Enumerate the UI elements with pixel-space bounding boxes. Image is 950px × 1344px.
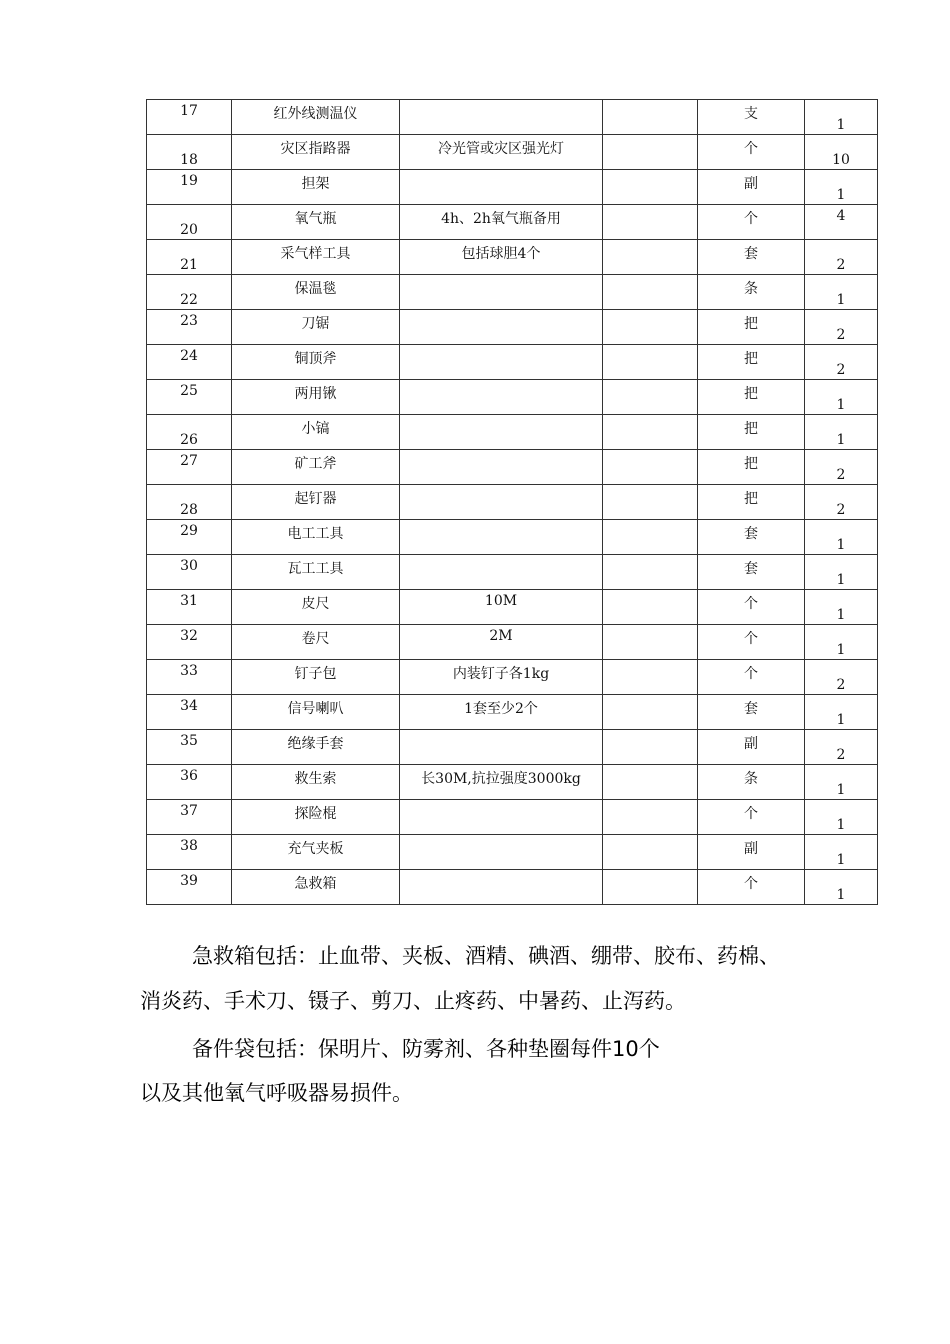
table-row bbox=[147, 695, 878, 730]
cell-unit-text: 套 bbox=[744, 526, 758, 542]
cell-no-text: 31 bbox=[180, 593, 198, 609]
cell-unit bbox=[698, 730, 805, 765]
table-row bbox=[147, 870, 878, 905]
table-row bbox=[147, 450, 878, 485]
cell-no-text: 21 bbox=[180, 257, 198, 273]
cell-qty-text: 1 bbox=[836, 817, 846, 833]
cell-name bbox=[232, 380, 400, 415]
cell-unit bbox=[698, 800, 805, 835]
cell-no-text: 35 bbox=[180, 733, 198, 749]
cell-spec bbox=[400, 450, 603, 485]
cell-qty-text: 2 bbox=[836, 502, 846, 518]
cell-spec bbox=[400, 170, 603, 205]
cell-qty bbox=[805, 800, 878, 835]
cell-name bbox=[232, 625, 400, 660]
cell-name bbox=[232, 660, 400, 695]
cell-spec bbox=[400, 520, 603, 555]
cell-spec bbox=[400, 870, 603, 905]
cell-no bbox=[147, 310, 232, 345]
cell-no bbox=[147, 660, 232, 695]
cell-no bbox=[147, 520, 232, 555]
cell-qty bbox=[805, 695, 878, 730]
cell-name bbox=[232, 695, 400, 730]
cell-no bbox=[147, 275, 232, 310]
table-row bbox=[147, 345, 878, 380]
cell-unit-text: 把 bbox=[744, 421, 758, 437]
cell-no-text: 24 bbox=[180, 348, 198, 364]
cell-unit bbox=[698, 450, 805, 485]
cell-unit-text: 个 bbox=[744, 211, 758, 227]
cell-spec bbox=[400, 590, 603, 625]
cell-no-text: 18 bbox=[180, 152, 198, 168]
cell-qty-text: 1 bbox=[836, 642, 846, 658]
spare-bag-note-line-1: 备件袋包括：保明片、防雾剂、各种垫圈每件10个 bbox=[192, 1037, 660, 1061]
cell-no bbox=[147, 625, 232, 660]
cell-no-text: 36 bbox=[180, 768, 198, 784]
table-row bbox=[147, 170, 878, 205]
cell-unit-text: 把 bbox=[744, 351, 758, 367]
cell-qty bbox=[805, 205, 878, 240]
cell-name bbox=[232, 135, 400, 170]
cell-name-text: 红外线测温仪 bbox=[273, 106, 358, 122]
cell-qty bbox=[805, 310, 878, 345]
cell-qty-text: 2 bbox=[836, 327, 846, 343]
cell-name-text: 铜顶斧 bbox=[294, 351, 337, 367]
cell-qty bbox=[805, 590, 878, 625]
cell-no-text: 28 bbox=[180, 502, 198, 518]
cell-name bbox=[232, 240, 400, 275]
cell-qty-text: 1 bbox=[836, 782, 846, 798]
cell-no bbox=[147, 205, 232, 240]
cell-spec-text: 1套至少2个 bbox=[464, 701, 538, 717]
cell-spec bbox=[400, 555, 603, 590]
cell-no bbox=[147, 555, 232, 590]
cell-unit bbox=[698, 695, 805, 730]
table-row bbox=[147, 415, 878, 450]
cell-qty-text: 2 bbox=[836, 747, 846, 763]
cell-unit bbox=[698, 485, 805, 520]
table-row bbox=[147, 835, 878, 870]
cell-qty-text: 2 bbox=[836, 362, 846, 378]
cell-name-text: 绝缘手套 bbox=[287, 736, 344, 752]
cell-qty-text: 2 bbox=[836, 257, 846, 273]
cell-qty-text: 1 bbox=[836, 852, 846, 868]
table-row bbox=[147, 275, 878, 310]
cell-name bbox=[232, 870, 400, 905]
cell-name-text: 钉子包 bbox=[294, 666, 337, 682]
cell-no bbox=[147, 170, 232, 205]
cell-name-text: 担架 bbox=[301, 176, 330, 192]
cell-qty bbox=[805, 835, 878, 870]
cell-no-text: 25 bbox=[180, 383, 198, 399]
cell-name-text: 电工工具 bbox=[287, 526, 344, 542]
cell-unit-text: 支 bbox=[744, 106, 758, 122]
cell-remark bbox=[603, 800, 698, 835]
cell-unit bbox=[698, 310, 805, 345]
cell-unit-text: 副 bbox=[744, 736, 758, 752]
cell-spec-text: 2M bbox=[489, 628, 513, 644]
cell-remark bbox=[603, 625, 698, 660]
cell-unit-text: 个 bbox=[744, 631, 758, 647]
cell-qty bbox=[805, 730, 878, 765]
cell-unit-text: 副 bbox=[744, 176, 758, 192]
cell-no bbox=[147, 870, 232, 905]
cell-qty-text: 1 bbox=[836, 537, 846, 553]
cell-unit bbox=[698, 205, 805, 240]
cell-no bbox=[147, 345, 232, 380]
cell-no-text: 30 bbox=[180, 558, 198, 574]
cell-qty bbox=[805, 625, 878, 660]
cell-unit bbox=[698, 415, 805, 450]
cell-name-text: 救生索 bbox=[294, 771, 337, 787]
cell-unit-text: 个 bbox=[744, 806, 758, 822]
cell-no-text: 22 bbox=[180, 292, 198, 308]
cell-qty bbox=[805, 345, 878, 380]
cell-name bbox=[232, 835, 400, 870]
cell-qty bbox=[805, 555, 878, 590]
cell-no bbox=[147, 695, 232, 730]
cell-name-text: 起钉器 bbox=[294, 491, 337, 507]
cell-qty bbox=[805, 135, 878, 170]
cell-unit-text: 条 bbox=[744, 281, 758, 297]
cell-name-text: 卷尺 bbox=[301, 631, 330, 647]
cell-qty bbox=[805, 100, 878, 135]
cell-name bbox=[232, 310, 400, 345]
cell-name bbox=[232, 520, 400, 555]
cell-spec bbox=[400, 205, 603, 240]
cell-remark bbox=[603, 835, 698, 870]
cell-no-text: 29 bbox=[180, 523, 198, 539]
cell-name bbox=[232, 100, 400, 135]
spare-bag-note-line-2: 以及其他氧气呼吸器易损件。 bbox=[140, 1081, 413, 1105]
cell-no-text: 33 bbox=[180, 663, 198, 679]
cell-no bbox=[147, 415, 232, 450]
cell-qty bbox=[805, 415, 878, 450]
cell-spec bbox=[400, 625, 603, 660]
cell-no-text: 34 bbox=[180, 698, 198, 714]
cell-qty-text: 2 bbox=[836, 677, 846, 693]
cell-qty-text: 1 bbox=[836, 607, 846, 623]
cell-no bbox=[147, 380, 232, 415]
cell-spec bbox=[400, 485, 603, 520]
cell-remark bbox=[603, 415, 698, 450]
cell-name bbox=[232, 765, 400, 800]
cell-qty-text: 1 bbox=[836, 117, 846, 133]
cell-unit bbox=[698, 835, 805, 870]
table-row bbox=[147, 520, 878, 555]
cell-qty-text: 2 bbox=[836, 467, 846, 483]
cell-qty bbox=[805, 870, 878, 905]
cell-name bbox=[232, 170, 400, 205]
cell-remark bbox=[603, 590, 698, 625]
cell-qty bbox=[805, 660, 878, 695]
table-row bbox=[147, 485, 878, 520]
cell-unit-text: 把 bbox=[744, 456, 758, 472]
cell-no bbox=[147, 240, 232, 275]
cell-unit bbox=[698, 240, 805, 275]
table-row bbox=[147, 135, 878, 170]
table-row bbox=[147, 625, 878, 660]
cell-no bbox=[147, 590, 232, 625]
cell-name-text: 小镐 bbox=[301, 421, 330, 437]
cell-no-text: 20 bbox=[180, 222, 198, 238]
cell-unit bbox=[698, 170, 805, 205]
cell-unit bbox=[698, 555, 805, 590]
cell-remark bbox=[603, 730, 698, 765]
cell-remark bbox=[603, 380, 698, 415]
cell-name-text: 充气夹板 bbox=[287, 841, 344, 857]
cell-qty bbox=[805, 765, 878, 800]
cell-name bbox=[232, 275, 400, 310]
cell-no-text: 38 bbox=[180, 838, 198, 854]
table-body bbox=[147, 100, 878, 905]
cell-name-text: 采气样工具 bbox=[280, 246, 351, 262]
cell-name-text: 保温毯 bbox=[294, 281, 337, 297]
cell-qty-text: 1 bbox=[836, 887, 846, 903]
cell-unit-text: 副 bbox=[744, 841, 758, 857]
cell-qty bbox=[805, 170, 878, 205]
cell-spec bbox=[400, 345, 603, 380]
cell-unit-text: 套 bbox=[744, 701, 758, 717]
cell-unit-text: 个 bbox=[744, 596, 758, 612]
cell-name-text: 矿工斧 bbox=[294, 456, 337, 472]
cell-remark bbox=[603, 450, 698, 485]
cell-no bbox=[147, 135, 232, 170]
cell-qty bbox=[805, 485, 878, 520]
cell-no bbox=[147, 730, 232, 765]
cell-name bbox=[232, 345, 400, 380]
cell-spec bbox=[400, 730, 603, 765]
cell-no bbox=[147, 450, 232, 485]
cell-no bbox=[147, 835, 232, 870]
cell-qty-text: 1 bbox=[836, 292, 846, 308]
cell-remark bbox=[603, 660, 698, 695]
cell-remark bbox=[603, 345, 698, 380]
cell-no-text: 17 bbox=[180, 103, 198, 119]
equipment-table bbox=[146, 99, 878, 905]
cell-unit bbox=[698, 135, 805, 170]
cell-no bbox=[147, 765, 232, 800]
cell-unit-text: 把 bbox=[744, 316, 758, 332]
cell-name bbox=[232, 415, 400, 450]
table-row bbox=[147, 555, 878, 590]
cell-name bbox=[232, 450, 400, 485]
cell-unit bbox=[698, 765, 805, 800]
cell-qty-text: 1 bbox=[836, 187, 846, 203]
cell-remark bbox=[603, 205, 698, 240]
cell-remark bbox=[603, 135, 698, 170]
cell-name-text: 氧气瓶 bbox=[294, 211, 337, 227]
cell-spec-text: 10M bbox=[484, 593, 518, 609]
cell-qty bbox=[805, 275, 878, 310]
cell-no-text: 39 bbox=[180, 873, 198, 889]
cell-unit bbox=[698, 870, 805, 905]
cell-spec bbox=[400, 100, 603, 135]
cell-unit-text: 个 bbox=[744, 666, 758, 682]
cell-qty-text: 10 bbox=[832, 152, 850, 168]
cell-remark bbox=[603, 870, 698, 905]
table-row bbox=[147, 800, 878, 835]
cell-no-text: 26 bbox=[180, 432, 198, 448]
cell-qty-text: 1 bbox=[836, 432, 846, 448]
cell-name bbox=[232, 730, 400, 765]
table-row bbox=[147, 590, 878, 625]
cell-unit bbox=[698, 345, 805, 380]
cell-remark bbox=[603, 170, 698, 205]
cell-qty-text: 1 bbox=[836, 397, 846, 413]
cell-name-text: 瓦工工具 bbox=[287, 561, 344, 577]
cell-spec bbox=[400, 695, 603, 730]
cell-unit bbox=[698, 590, 805, 625]
cell-unit-text: 套 bbox=[744, 246, 758, 262]
cell-spec bbox=[400, 310, 603, 345]
table-row bbox=[147, 310, 878, 345]
cell-spec-text: 4h、2h氧气瓶备用 bbox=[441, 211, 561, 227]
first-aid-note-line-2: 消炎药、手术刀、镊子、剪刀、止疼药、中暑药、止泻药。 bbox=[140, 989, 686, 1013]
cell-name bbox=[232, 205, 400, 240]
cell-name bbox=[232, 800, 400, 835]
cell-no bbox=[147, 100, 232, 135]
first-aid-note-line-1: 急救箱包括：止血带、夹板、酒精、碘酒、绷带、胶布、药棉、 bbox=[192, 944, 780, 968]
cell-name-text: 皮尺 bbox=[301, 596, 330, 612]
cell-qty bbox=[805, 240, 878, 275]
cell-remark bbox=[603, 520, 698, 555]
cell-name-text: 探险棍 bbox=[294, 806, 337, 822]
cell-name-text: 刀锯 bbox=[301, 316, 330, 332]
cell-name bbox=[232, 555, 400, 590]
cell-spec bbox=[400, 765, 603, 800]
cell-unit-text: 条 bbox=[744, 771, 758, 787]
cell-name bbox=[232, 485, 400, 520]
cell-qty bbox=[805, 450, 878, 485]
cell-spec bbox=[400, 380, 603, 415]
cell-no-text: 37 bbox=[180, 803, 198, 819]
cell-unit bbox=[698, 275, 805, 310]
cell-spec-text: 冷光管或灾区强光灯 bbox=[438, 141, 564, 157]
cell-qty-text: 1 bbox=[836, 572, 846, 588]
cell-no-text: 19 bbox=[180, 173, 198, 189]
cell-spec bbox=[400, 415, 603, 450]
cell-no-text: 23 bbox=[180, 313, 198, 329]
table-row bbox=[147, 380, 878, 415]
cell-qty bbox=[805, 520, 878, 555]
cell-unit bbox=[698, 520, 805, 555]
cell-remark bbox=[603, 555, 698, 590]
cell-qty-text: 4 bbox=[836, 208, 846, 224]
cell-name-text: 灾区指路器 bbox=[280, 141, 351, 157]
cell-name-text: 两用锹 bbox=[294, 386, 337, 402]
cell-remark bbox=[603, 240, 698, 275]
cell-no-text: 32 bbox=[180, 628, 198, 644]
table-row bbox=[147, 660, 878, 695]
cell-spec-text: 长30M,抗拉强度3000kg bbox=[421, 771, 581, 787]
table-row bbox=[147, 205, 878, 240]
cell-qty bbox=[805, 380, 878, 415]
cell-spec bbox=[400, 240, 603, 275]
table-row bbox=[147, 730, 878, 765]
cell-remark bbox=[603, 275, 698, 310]
cell-spec-text: 包括球胆4个 bbox=[461, 246, 541, 262]
cell-name-text: 急救箱 bbox=[294, 876, 337, 892]
cell-name-text: 信号喇叭 bbox=[287, 701, 344, 717]
cell-name bbox=[232, 590, 400, 625]
cell-remark bbox=[603, 100, 698, 135]
cell-unit bbox=[698, 625, 805, 660]
cell-unit-text: 把 bbox=[744, 491, 758, 507]
cell-spec bbox=[400, 660, 603, 695]
cell-remark bbox=[603, 485, 698, 520]
cell-unit-text: 个 bbox=[744, 876, 758, 892]
cell-qty-text: 1 bbox=[836, 712, 846, 728]
cell-unit-text: 把 bbox=[744, 386, 758, 402]
cell-remark bbox=[603, 695, 698, 730]
cell-spec bbox=[400, 835, 603, 870]
cell-unit bbox=[698, 100, 805, 135]
cell-spec bbox=[400, 135, 603, 170]
cell-unit-text: 个 bbox=[744, 141, 758, 157]
cell-remark bbox=[603, 310, 698, 345]
table-row bbox=[147, 240, 878, 275]
cell-spec bbox=[400, 800, 603, 835]
cell-no-text: 27 bbox=[180, 453, 198, 469]
cell-spec bbox=[400, 275, 603, 310]
cell-spec-text: 内装钉子各1kg bbox=[452, 666, 550, 682]
table-row bbox=[147, 765, 878, 800]
cell-unit bbox=[698, 380, 805, 415]
table-row bbox=[147, 100, 878, 135]
cell-no bbox=[147, 800, 232, 835]
cell-unit bbox=[698, 660, 805, 695]
cell-no bbox=[147, 485, 232, 520]
cell-remark bbox=[603, 765, 698, 800]
cell-unit-text: 套 bbox=[744, 561, 758, 577]
